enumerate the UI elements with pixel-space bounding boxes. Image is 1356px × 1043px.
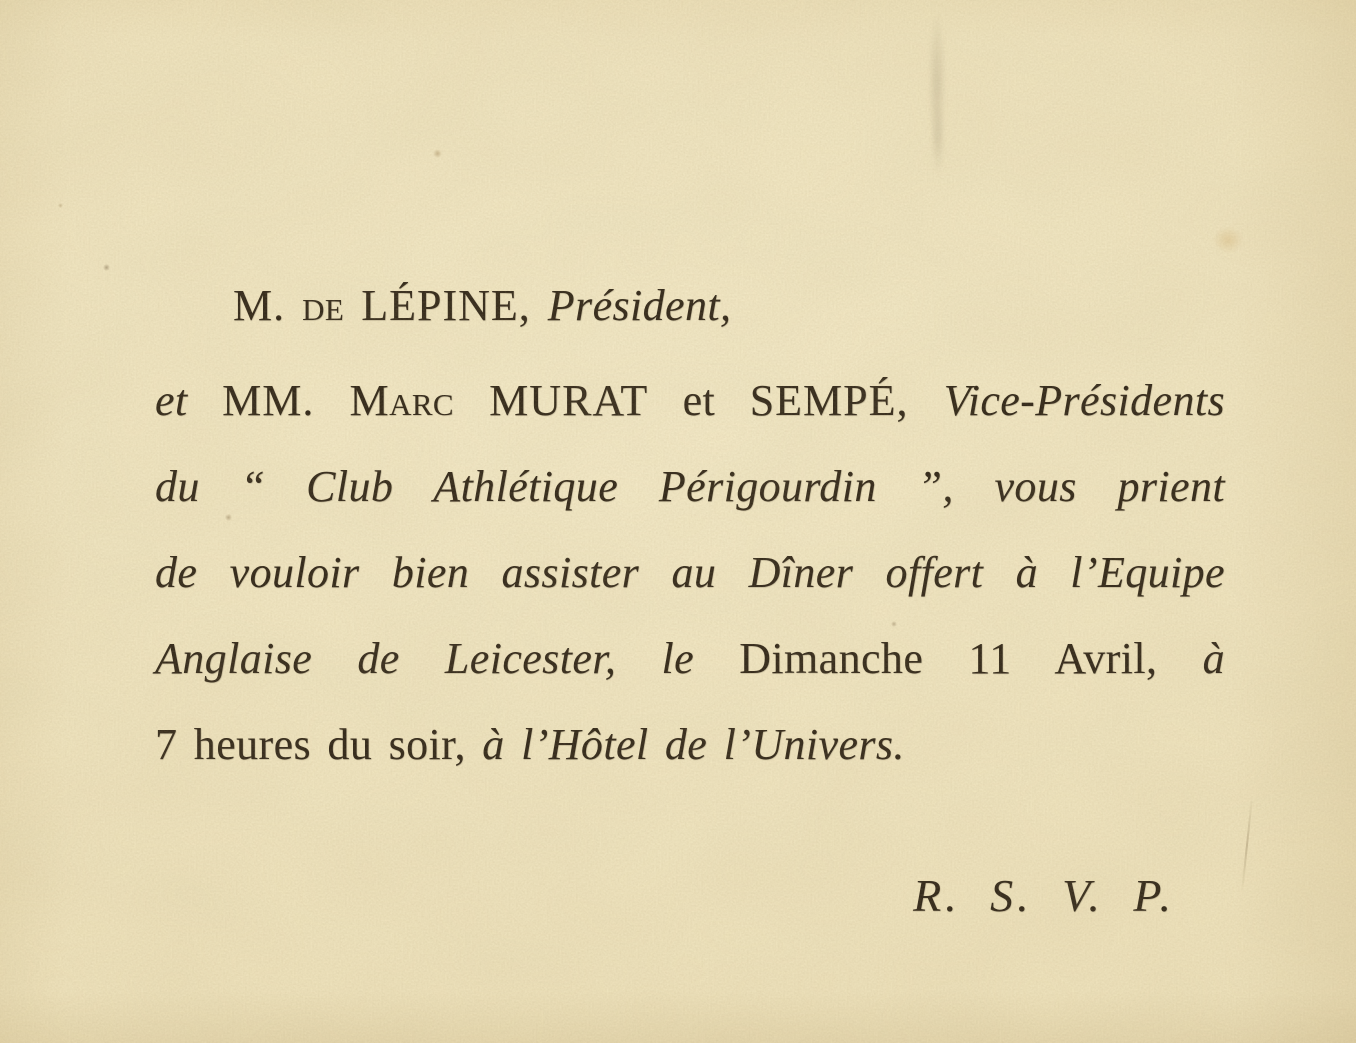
team-anglaise-leicester: Anglaise de Leicester, le	[155, 634, 740, 683]
name-murat: MURAT	[454, 376, 683, 425]
event-date: Dimanche 11 Avril,	[739, 634, 1158, 683]
line-president	[155, 263, 1225, 349]
line-team-and-date	[155, 616, 1225, 702]
name-lepine: LÉPINE,	[344, 281, 548, 330]
word-et-2: et	[682, 376, 750, 425]
title-vice-presidents: Vice-Présidents	[943, 376, 1225, 425]
particle-de: de	[302, 281, 345, 330]
paper-crease-smudge	[924, 0, 950, 175]
messieurs-abbrev: MM.	[222, 376, 350, 425]
venue-hotel-univers: à l’Hôtel de l’Univers.	[482, 720, 905, 769]
line-vice-presidents	[155, 358, 1225, 444]
name-marc: Marc	[349, 376, 455, 425]
line-dinner-invitation	[155, 530, 1225, 616]
word-et-1: et	[155, 376, 223, 425]
club-athletique-perigourdin-text: du “ Club Athlétique Périgourdin ”, vous prient	[155, 462, 1225, 511]
paper-crease-smudge-lower	[929, 95, 947, 185]
paper-scratch-line	[1241, 796, 1253, 894]
monsieur-abbrev: M.	[233, 281, 303, 330]
word-a: à	[1157, 634, 1225, 683]
event-time: 7 heures du soir,	[155, 720, 483, 769]
paper-speck	[58, 203, 63, 208]
rsvp-note: R. S. V. P.	[913, 870, 1175, 921]
paper-speck	[103, 264, 110, 271]
paper-speck	[433, 149, 442, 158]
invitation-text	[155, 263, 1225, 788]
paper-stain	[1212, 226, 1244, 254]
title-president: Président,	[547, 281, 732, 330]
name-sempe: SEMPÉ,	[749, 376, 944, 425]
dinner-invitation-text: de vouloir bien assister au Dîner offert à l’Equipe	[155, 548, 1225, 597]
line-club-name	[155, 444, 1225, 530]
line-time-and-venue	[155, 702, 1225, 788]
